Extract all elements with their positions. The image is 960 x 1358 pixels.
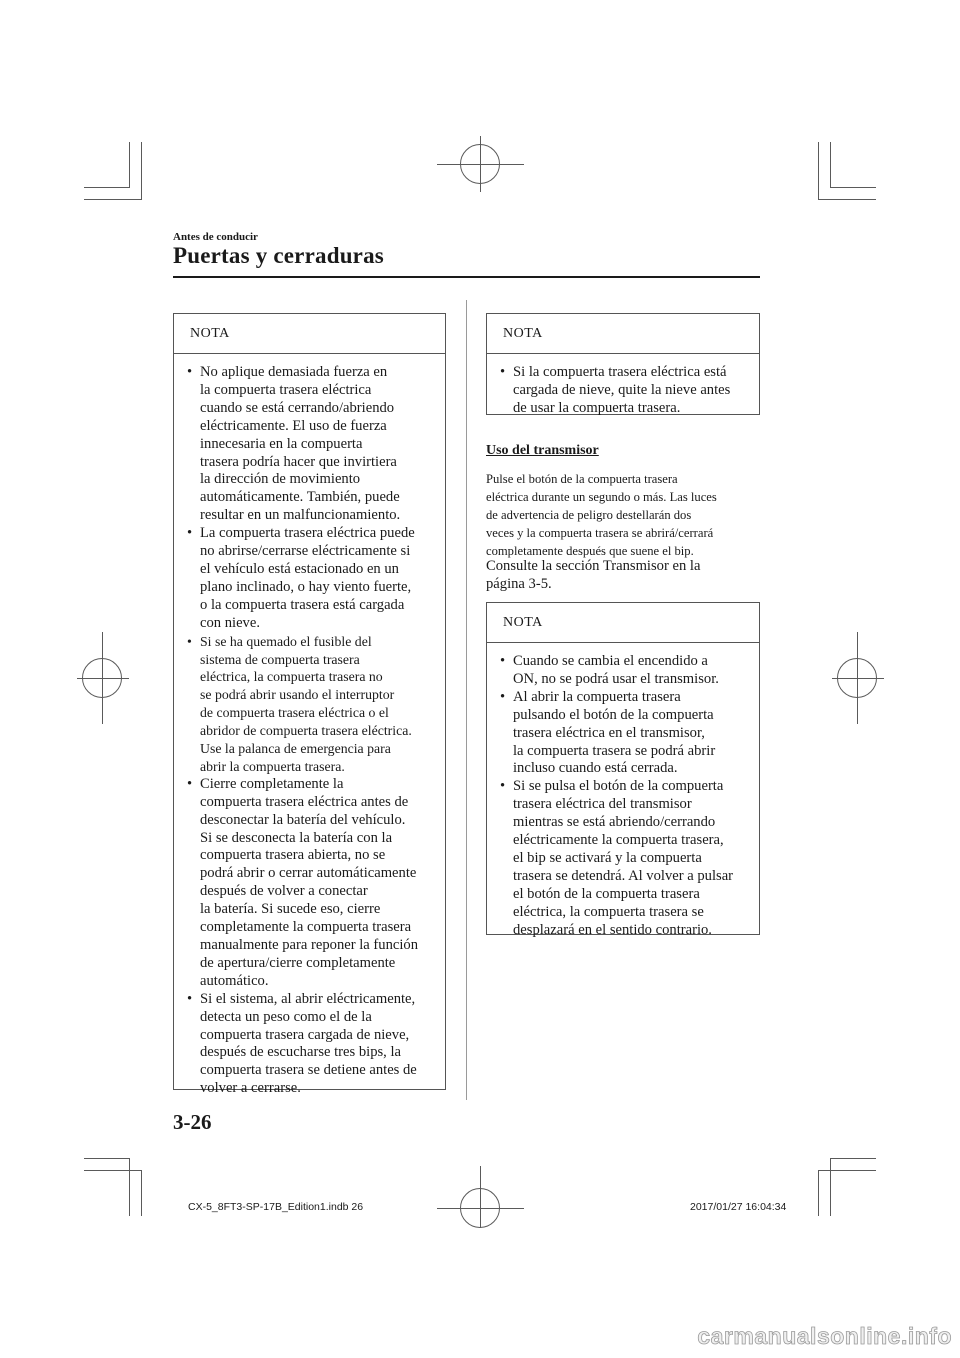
- page-title: Puertas y cerraduras: [173, 243, 384, 268]
- left-note-box: [173, 313, 446, 1097]
- section-heading: Uso del transmisor: [486, 443, 599, 458]
- body-paragraph: Pulse el botón de la compuerta trasera eléctrica durante un segundo o más. Las luces de advertencia de peligro destellarán dos veces y la compuerta trasera se abrirá/cerrará completamente después que suene el bip.: [486, 472, 717, 558]
- list-item: • Cierre completamente la compuerta trasera eléctrica antes de desconectar la batería del vehículo. Si se desconecta la batería con la compuerta trasera abierta, no se podrá abrir o cerrar automáticamente después de volver a conectar la batería. Si sucede eso, cierre completamente la compuerta trasera manualmente para reponer la función de apertura/cierre completamente automático.: [187, 775, 418, 989]
- section-label: Antes de conducir: [173, 231, 258, 243]
- note-label: NOTA: [487, 314, 759, 354]
- list-item: • Si el sistema, al abrir eléctricamente, detecta un peso como el de la compuerta trasera cargada de nieve, después de escucharse tres bips, la compuerta trasera se detiene antes de volver a cerrarse.: [187, 990, 417, 1097]
- footer-timestamp: 2017/01/27 16:04:34: [690, 1201, 787, 1213]
- bullet-icon: •: [187, 990, 193, 1007]
- right-note-1-list: [487, 354, 759, 418]
- bullet-icon: •: [187, 364, 193, 380]
- list-item: • Si se pulsa el botón de la compuerta trasera eléctrica del transmisor mientras se está abriendo/cerrando eléctricamente la compuerta trasera, el bip se activará y la compuerta trasera se detendrá. Al volver a pulsar el botón de la compuerta trasera eléctrica, la compuerta trasera se desplazará en el sentido contrario.: [500, 778, 734, 938]
- reference-paragraph: Consulte la sección Transmisor en la página 3-5.: [486, 558, 701, 592]
- right-note-box-1: [486, 313, 760, 415]
- footer-file-info: CX-5_8FT3-SP-17B_Edition1.indb 26: [188, 1201, 364, 1213]
- column-divider: [466, 300, 467, 1100]
- list-item: • Si la compuerta trasera eléctrica está cargada de nieve, quite la nieve antes de usar la compuerta trasera.: [500, 364, 731, 416]
- bullet-icon: •: [187, 633, 192, 649]
- bullet-icon: •: [500, 778, 506, 795]
- page-number: 3-26: [173, 1110, 212, 1134]
- list-item: • Al abrir la compuerta trasera pulsando el botón de la compuerta trasera eléctrica en el transmisor, la compuerta trasera se podrá abrir incluso cuando está cerrada.: [500, 688, 716, 777]
- right-note-2-list: [487, 643, 759, 940]
- right-note-box-2: [486, 602, 760, 938]
- list-item: • No aplique demasiada fuerza en la compuerta trasera eléctrica cuando se está cerrando/abriendo eléctricamente. El uso de fuerza innecesaria en la compuerta trasera podría hacer que invirtiera la dirección de movimiento automáticamente. También, puede resultar en un malfuncionamiento.: [187, 364, 401, 524]
- bullet-icon: •: [187, 525, 193, 542]
- list-item: • Si se ha quemado el fusible del sistema de compuerta trasera eléctrica, la compuerta trasera no se podrá abrir usando el interruptor de compuerta trasera eléctrica o el abridor de compuerta trasera eléctrica. Use la palanca de emergencia para abrir la compuerta trasera.: [187, 633, 412, 774]
- list-item: • Cuando se cambia el encendido a ON, no se podrá usar el transmisor.: [500, 653, 719, 687]
- left-note-list: [174, 354, 445, 1098]
- bullet-icon: •: [500, 364, 506, 380]
- note-label: NOTA: [174, 314, 445, 354]
- note-label: NOTA: [487, 603, 759, 643]
- watermark: carmanualsonline.info: [697, 1323, 952, 1349]
- bullet-icon: •: [187, 775, 193, 792]
- list-item: • La compuerta trasera eléctrica puede no abrirse/cerrarse eléctricamente si el vehículo está estacionado en un plano inclinado, o hay viento fuerte, o la compuerta trasera está cargada con nieve.: [187, 525, 415, 631]
- bullet-icon: •: [500, 653, 506, 669]
- bullet-icon: •: [500, 688, 506, 705]
- title-divider: [173, 276, 760, 278]
